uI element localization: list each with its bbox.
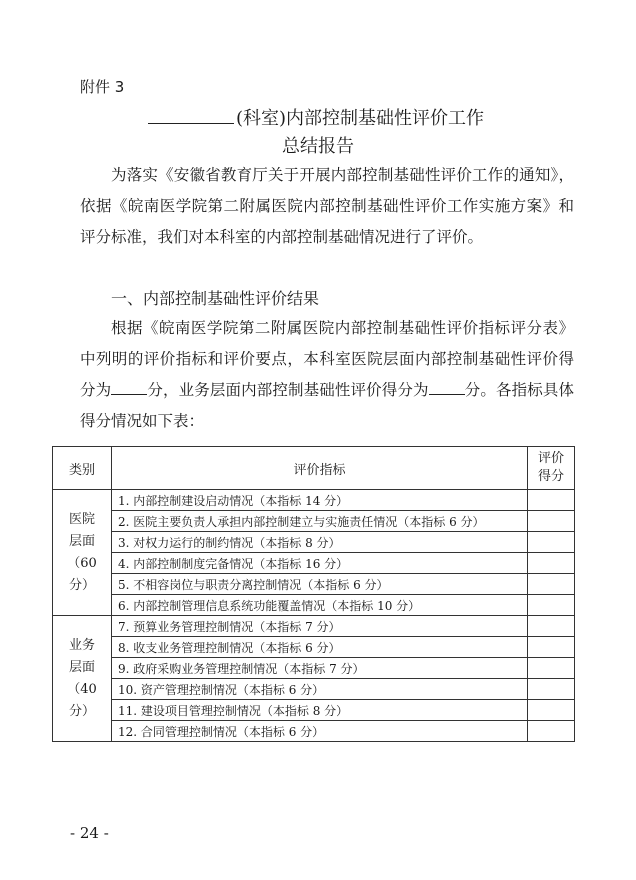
attachment-label: 附件 3 (80, 78, 125, 96)
document-subtitle: 总结报告 (282, 136, 354, 157)
table-row (53, 490, 575, 511)
score-cell[interactable] (528, 679, 575, 700)
score-cell[interactable] (528, 616, 575, 637)
header-score (528, 447, 575, 490)
section-heading: 一、内部控制基础性评价结果 (111, 289, 320, 308)
score-cell[interactable] (528, 532, 575, 553)
indicator-cell: 11. 建设项目管理控制情况（本指标 8 分） (112, 700, 528, 721)
table-row (53, 595, 575, 616)
result-text-b: 分，业务层面内部控制基础性评价得分为 (147, 381, 429, 399)
table-row (53, 658, 575, 679)
score-cell[interactable] (528, 700, 575, 721)
score-cell[interactable] (528, 595, 575, 616)
category-label-line: 医院 (68, 511, 95, 527)
result-text-a: 根据《皖南医学院第二附属医院内部控制基础性评价指标评分表》中列明的评价指标和评价要点，本科室医院层面内部控制基础性评价得分为 (80, 319, 574, 399)
table-row (53, 532, 575, 553)
indicator-cell: 7. 预算业务管理控制情况（本指标 7 分） (112, 616, 528, 637)
header-score-line-2: 得分 (537, 469, 564, 484)
score-cell[interactable] (528, 511, 575, 532)
header-type: 类别 (53, 447, 112, 490)
score-cell[interactable] (528, 574, 575, 595)
indicator-cell: 2. 医院主要负责人承担内部控制建立与实施责任情况（本指标 6 分） (112, 511, 528, 532)
evaluation-table (52, 446, 575, 742)
table-row (53, 721, 575, 742)
table-body (53, 490, 575, 742)
indicator-cell: 1. 内部控制建设启动情况（本指标 14 分） (112, 490, 528, 511)
category-cell (53, 616, 112, 742)
table-row (53, 574, 575, 595)
page-number: - 24 - (70, 824, 109, 842)
indicator-cell: 6. 内部控制管理信息系统功能覆盖情况（本指标 10 分） (112, 595, 528, 616)
business-score-blank (429, 394, 465, 395)
header-indicator: 评价指标 (112, 447, 528, 490)
score-cell[interactable] (528, 490, 575, 511)
department-blank (148, 123, 234, 124)
table-row (53, 616, 575, 637)
category-label-line: 层面 (68, 533, 95, 549)
indicator-cell: 9. 政府采购业务管理控制情况（本指标 7 分） (112, 658, 528, 679)
category-label-line: 层面 (68, 659, 95, 675)
score-cell[interactable] (528, 553, 575, 574)
indicator-cell: 12. 合同管理控制情况（本指标 6 分） (112, 721, 528, 742)
table-row (53, 553, 575, 574)
category-cell (53, 490, 112, 616)
header-score-line-1: 评价 (537, 451, 564, 466)
indicator-cell: 5. 不相容岗位与职责分离控制情况（本指标 6 分） (112, 574, 528, 595)
hospital-score-blank (111, 394, 147, 395)
indicator-cell: 4. 内部控制制度完备情况（本指标 16 分） (112, 553, 528, 574)
indicator-cell: 3. 对权力运行的制约情况（本指标 8 分） (112, 532, 528, 553)
table-header-row (53, 447, 575, 490)
score-cell[interactable] (528, 721, 575, 742)
title-line-1: (科室)内部控制基础性评价工作 (236, 108, 485, 129)
category-label-line: （40分） (67, 681, 97, 719)
score-cell[interactable] (528, 658, 575, 679)
table-row (53, 511, 575, 532)
intro-paragraph: 为落实《安徽省教育厅关于开展内部控制基础性评价工作的通知》，依据《皖南医学院第二附属医院内部控制基础性评价工作实施方案》和评分标准，我们对本科室的内部控制基础情况进行了评价。 (80, 166, 574, 246)
category-label-line: （60分） (67, 555, 97, 593)
table-row (53, 679, 575, 700)
table-row (53, 637, 575, 658)
table-row (53, 700, 575, 721)
indicator-cell: 10. 资产管理控制情况（本指标 6 分） (112, 679, 528, 700)
result-text-c: 分。各指标具体得分情况如下表： (80, 381, 574, 430)
indicator-cell: 8. 收支业务管理控制情况（本指标 6 分） (112, 637, 528, 658)
result-paragraph (80, 313, 574, 437)
document-title (148, 104, 484, 130)
score-cell[interactable] (528, 637, 575, 658)
category-label-line: 业务 (68, 637, 95, 653)
